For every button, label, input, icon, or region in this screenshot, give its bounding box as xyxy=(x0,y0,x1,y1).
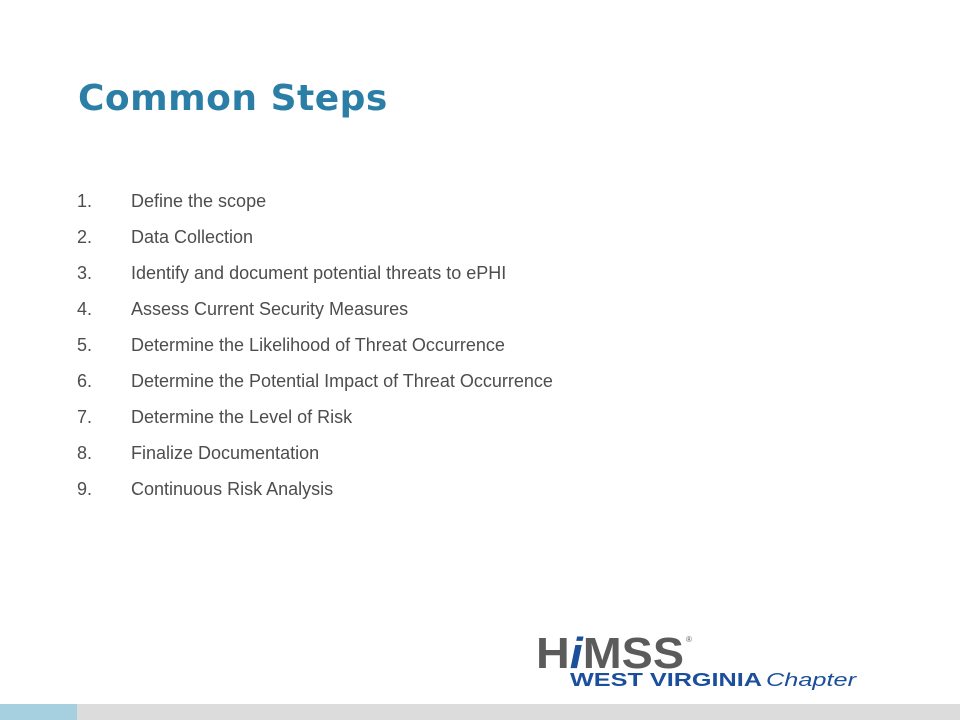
step-number: 7. xyxy=(77,407,93,427)
step-text: Determine the Level of Risk xyxy=(131,407,353,427)
step-number: 9. xyxy=(77,479,93,499)
list-item xyxy=(77,407,553,443)
step-text: Determine the Likelihood of Threat Occurrence xyxy=(131,335,505,355)
step-text: Continuous Risk Analysis xyxy=(131,479,334,499)
step-text: Assess Current Security Measures xyxy=(131,299,409,319)
logo-chapter: Chapter xyxy=(766,670,858,690)
footer-bar xyxy=(0,704,960,720)
list-item xyxy=(77,191,553,227)
logo-part-h: H xyxy=(536,629,568,678)
list-item xyxy=(77,263,553,299)
footer-accent xyxy=(0,704,77,720)
logo-part-mss: MSS xyxy=(582,629,679,678)
list-item xyxy=(77,479,553,515)
step-text: Identify and document potential threats to ePHI xyxy=(131,263,507,283)
himss-logo xyxy=(534,628,860,690)
list-item xyxy=(77,371,553,407)
slide-title: Common Steps xyxy=(78,78,388,119)
step-text: Define the scope xyxy=(131,191,267,211)
step-number: 3. xyxy=(77,263,93,283)
list-item xyxy=(77,299,553,335)
list-item xyxy=(77,227,553,263)
list-item xyxy=(77,335,553,371)
step-number: 8. xyxy=(77,443,93,463)
step-number: 1. xyxy=(77,191,93,211)
step-text: Data Collection xyxy=(131,227,254,247)
step-number: 2. xyxy=(77,227,93,247)
steps-list xyxy=(77,191,553,515)
step-number: 5. xyxy=(77,335,93,355)
list-item xyxy=(77,443,553,479)
step-number: 4. xyxy=(77,299,93,319)
step-text: Determine the Potential Impact of Threat Occurrence xyxy=(131,371,553,391)
logo-part-i: i xyxy=(569,629,582,678)
step-text: Finalize Documentation xyxy=(131,443,320,463)
logo-region: WEST VIRGINIA xyxy=(570,670,762,690)
logo-trademark: ® xyxy=(686,635,692,644)
step-number: 6. xyxy=(77,371,93,391)
